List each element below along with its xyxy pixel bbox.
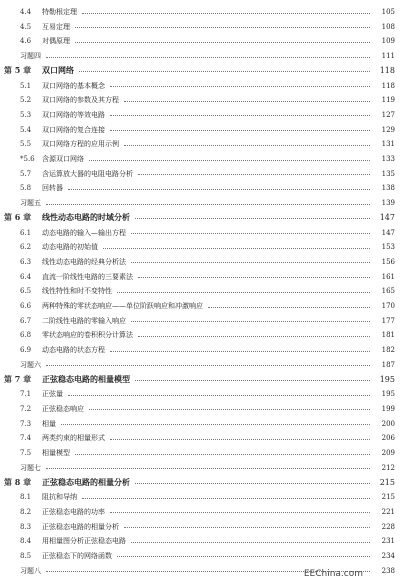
page-number: 118: [379, 66, 395, 76]
entry-number: 4.4: [20, 8, 32, 16]
section-entry: [0, 534, 403, 548]
entry-title: 动态电路的输入—输出方程: [42, 228, 126, 237]
entry-title: 双口网络方程的应用示例: [42, 140, 119, 149]
page-number: 161: [381, 272, 395, 281]
entry-title: 线性动态电路的时域分析: [42, 212, 130, 223]
watermark: EEChina.com: [303, 569, 363, 579]
entry-title: 习题五: [20, 199, 41, 208]
entry-title: 正弦稳态电路的相量分析: [42, 522, 119, 531]
dot-leader: [131, 542, 370, 543]
page-number: 215: [381, 493, 395, 502]
section-entry: [0, 123, 403, 137]
entry-title: 正弦稳态电路的相量模型: [42, 374, 130, 384]
dot-leader: [75, 454, 370, 455]
section-entry: [0, 20, 403, 34]
entry-title: 习题八: [20, 566, 41, 575]
dot-leader: [82, 498, 370, 499]
entry-number: 第 7 章: [4, 374, 32, 384]
entry-number: 6.6: [20, 302, 32, 310]
entry-number: 5.5: [20, 140, 32, 149]
entry-number: 5.2: [20, 96, 32, 105]
entry-number: 7.3: [20, 419, 32, 428]
dot-leader: [131, 262, 370, 263]
dot-leader: [208, 307, 370, 308]
chapter-entry: [0, 373, 403, 387]
entry-title: 含源双口网络: [42, 155, 84, 163]
page-number: 131: [381, 140, 395, 149]
page-number: 195: [381, 390, 395, 399]
section-entry: [0, 387, 403, 401]
entry-number: *5.6: [20, 155, 35, 163]
entry-title: 互易定理: [42, 22, 70, 31]
page-number: 206: [381, 434, 395, 443]
section-entry: [0, 431, 403, 445]
dot-leader: [110, 439, 370, 440]
entry-title: 动态电路的状态方程: [42, 346, 105, 355]
dot-leader: [46, 365, 370, 366]
exercise-entry: [0, 196, 403, 210]
entry-number: 5.4: [20, 125, 32, 134]
entry-number: 6.5: [20, 287, 32, 296]
page-number: 147: [379, 213, 395, 223]
entry-number: 5.3: [20, 110, 32, 119]
section-entry: [0, 343, 403, 357]
entry-number: 7.1: [20, 390, 32, 399]
entry-number: 4.5: [20, 22, 32, 31]
dot-leader: [82, 13, 370, 14]
section-entry: [0, 549, 403, 563]
page-number: 170: [381, 302, 395, 310]
entry-title: 用相量图分析正弦稳态电路: [42, 537, 126, 546]
entry-title: 双口网络: [42, 65, 74, 76]
entry-title: 两类约束的相量形式: [42, 434, 105, 443]
entry-title: 双口网络的等效电路: [42, 110, 105, 119]
dot-leader: [68, 189, 370, 190]
entry-title: 回转器: [42, 184, 63, 193]
page-number: 234: [381, 551, 395, 560]
entry-number: 6.4: [20, 272, 32, 281]
dot-leader: [138, 277, 370, 278]
entry-title: 习题七: [20, 463, 41, 472]
page-number: 228: [381, 522, 395, 531]
entry-title: 正弦量: [42, 390, 63, 399]
dot-leader: [46, 204, 370, 205]
page-number: 215: [379, 477, 395, 487]
page-number: 118: [381, 81, 395, 90]
page-number: 109: [381, 37, 395, 46]
dot-leader: [138, 174, 370, 175]
dot-leader: [89, 160, 370, 161]
entry-title: 双口网络的参数及其方程: [42, 96, 119, 105]
dot-leader: [68, 395, 370, 396]
section-entry: [0, 446, 403, 460]
entry-title: 线性动态电路的经典分析法: [42, 257, 126, 266]
dot-leader: [61, 424, 370, 425]
entry-title: 直流一阶线性电路的三要素法: [42, 272, 133, 281]
entry-number: 6.8: [20, 331, 32, 340]
page-number: 221: [381, 507, 395, 516]
dot-leader: [124, 145, 370, 146]
entry-title: 特勒根定理: [42, 8, 77, 16]
entry-number: 第 6 章: [4, 212, 32, 223]
dot-leader: [110, 351, 370, 352]
dot-leader: [138, 336, 370, 337]
exercise-entry: [0, 49, 403, 63]
page-number: 199: [381, 404, 395, 413]
dot-leader: [135, 218, 370, 219]
entry-title: 相量: [42, 419, 56, 428]
page-number: 105: [381, 8, 395, 16]
page-number: 187: [381, 360, 395, 369]
page-number: 181: [381, 331, 395, 340]
entry-title: 线性特性和时不变特性: [42, 287, 112, 296]
section-entry: [0, 34, 403, 48]
entry-number: 6.7: [20, 316, 32, 325]
dot-leader: [124, 101, 370, 102]
dot-leader: [110, 130, 370, 131]
entry-title: 习题六: [20, 360, 41, 369]
section-entry: [0, 93, 403, 107]
dot-leader: [124, 527, 370, 528]
section-entry: [0, 505, 403, 519]
dot-leader: [131, 321, 370, 322]
dot-leader: [79, 71, 370, 72]
section-entry: [0, 328, 403, 342]
entry-number: 第 5 章: [4, 65, 32, 76]
entry-title: 含运算放大器的电阻电路分析: [42, 169, 133, 178]
page-number: 133: [381, 155, 395, 163]
entry-title: 正弦稳态电路的相量分析: [42, 476, 130, 487]
entry-number: 6.1: [20, 228, 32, 237]
entry-title: 零状态响应的卷积积分计算法: [42, 331, 133, 340]
section-entry: [0, 520, 403, 534]
entry-number: 6.9: [20, 346, 32, 355]
page-number: 111: [381, 52, 395, 61]
entry-title: 正弦稳态电路的功率: [42, 507, 105, 516]
entry-title: 正弦稳态响应: [42, 404, 84, 413]
entry-title: 正弦稳态下的网络函数: [42, 551, 112, 560]
entry-title: 二阶线性电路的零输入响应: [42, 316, 126, 325]
section-entry: [0, 79, 403, 93]
page-number: 182: [381, 346, 395, 355]
dot-leader: [75, 42, 370, 43]
page-number: 138: [381, 184, 395, 193]
page-number: 231: [381, 537, 395, 546]
entry-number: 7.4: [20, 434, 32, 443]
dot-leader: [135, 380, 370, 381]
dot-leader: [103, 248, 370, 249]
section-entry: [0, 255, 403, 269]
dot-leader: [131, 233, 370, 234]
section-entry: [0, 299, 403, 313]
page-number: 177: [381, 316, 395, 325]
entry-number: 8.1: [20, 493, 32, 502]
page-number: 108: [381, 22, 395, 31]
page-number: 127: [381, 110, 395, 119]
entry-number: 8.4: [20, 537, 32, 546]
section-entry: [0, 108, 403, 122]
dot-leader: [46, 468, 370, 469]
section-entry: [0, 240, 403, 254]
dot-leader: [117, 556, 370, 557]
dot-leader: [75, 27, 370, 28]
entry-title: 动态电路的初始值: [42, 243, 98, 252]
page-number: 135: [381, 169, 395, 178]
entry-number: 8.3: [20, 522, 32, 531]
entry-number: 6.3: [20, 257, 32, 266]
section-entry: [0, 137, 403, 151]
entry-number: 7.2: [20, 404, 32, 413]
entry-number: 5.8: [20, 184, 32, 193]
entry-number: 5.1: [20, 81, 32, 90]
entry-number: 6.2: [20, 243, 32, 252]
dot-leader: [110, 512, 370, 513]
page-number: 209: [381, 449, 395, 457]
section-entry: [0, 152, 403, 166]
entry-title: 双口网络的复合连接: [42, 125, 105, 134]
section-entry: [0, 284, 403, 298]
dot-leader: [110, 86, 370, 87]
section-entry: [0, 5, 403, 19]
page-number: 238: [381, 566, 395, 575]
entry-title: 相量模型: [42, 449, 70, 457]
entry-number: 8.5: [20, 551, 32, 560]
exercise-entry: [0, 461, 403, 475]
dot-leader: [117, 292, 370, 293]
exercise-entry: [0, 358, 403, 372]
dot-leader: [46, 57, 370, 58]
dot-leader: [89, 409, 370, 410]
entry-title: 对偶原理: [42, 37, 70, 46]
section-entry: [0, 167, 403, 181]
entry-number: 8.2: [20, 507, 32, 516]
chapter-entry: [0, 475, 403, 489]
page-number: 119: [381, 96, 395, 105]
section-entry: [0, 226, 403, 240]
entry-number: 第 8 章: [4, 476, 32, 487]
entry-title: 双口网络的基本概念: [42, 81, 105, 90]
chapter-entry: [0, 64, 403, 78]
page-number: 212: [381, 463, 395, 472]
entry-title: 两种特殊的零状态响应——单位阶跃响应和冲激响应: [42, 302, 203, 310]
page-number: 156: [381, 257, 395, 266]
entry-number: 7.5: [20, 449, 32, 457]
chapter-entry: [0, 211, 403, 225]
entry-title: 阻抗和导纳: [42, 493, 77, 502]
section-entry: [0, 402, 403, 416]
entry-title: 习题四: [20, 52, 41, 61]
page-number: 153: [381, 243, 395, 252]
page-number: 165: [381, 287, 395, 296]
section-entry: [0, 417, 403, 431]
page-number: 147: [381, 228, 395, 237]
section-entry: [0, 314, 403, 328]
entry-number: 4.6: [20, 37, 32, 46]
section-entry: [0, 490, 403, 504]
dot-leader: [135, 483, 370, 484]
page-number: 139: [381, 199, 395, 208]
page-number: 195: [379, 375, 395, 384]
entry-number: 5.7: [20, 169, 32, 178]
dot-leader: [110, 115, 370, 116]
page-number: 129: [381, 125, 395, 134]
page-number: 200: [381, 419, 395, 428]
section-entry: [0, 270, 403, 284]
section-entry: [0, 181, 403, 195]
